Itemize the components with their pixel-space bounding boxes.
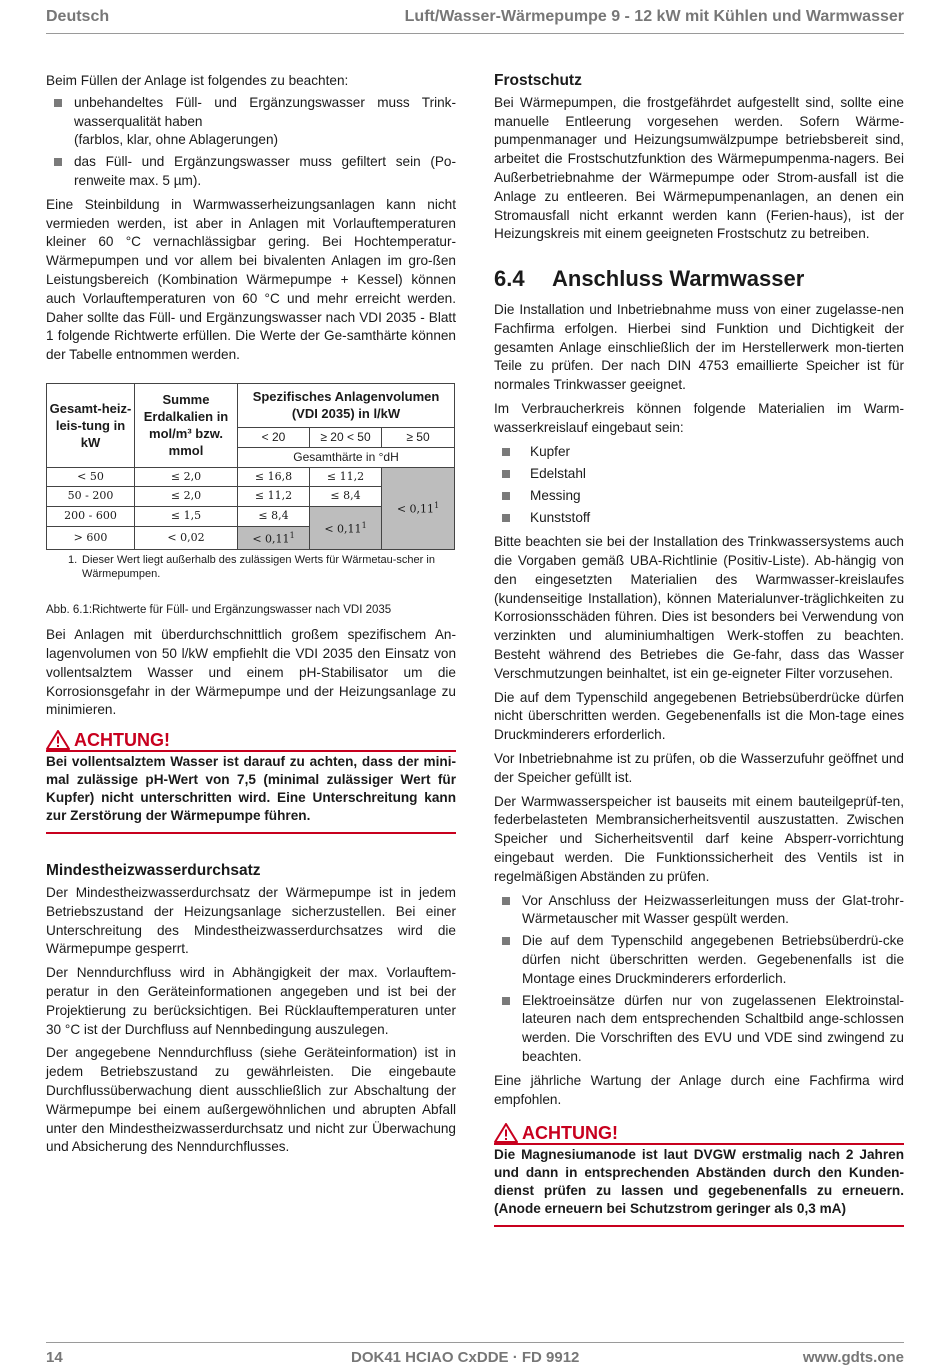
frost-paragraph: Bei Wärmepumpen, die frostgefährdet aufgestellt sind, sollte eine manuelle Entleerung vorgesehen werden. Sofern Wärme-pumpenmanager und Heizungsumwälzpumpe betriebsbereit sind, arbeitet die Frostschutzfunktion des Wärmepumpenma-nagers. Bei Außerbetriebnahme der Wärmepumpe oder Strom-ausfall ist die Anlage zu entleeren. Bei Wärmepumpenanlagen, an denen ein Stromausfall nicht erkannt werden kann (Ferien-haus), ist der Heizungskreis mit einem geeigneten Frostschutz zu betreiben. (494, 94, 904, 242)
list-item (46, 153, 456, 191)
ww-paragraph: Bitte beachten sie bei der Installation des Trinkwassersystems auch die Vorgaben gemäß UBA-Richtlinie (Positiv-Liste). Ab-hängig von den eingesetzten Materialien des Warmwasser-kreislaufes (kundenseitige Installation), können Materialunver-träglichkeiten zu Korrosionsschäden führen. Dies ist besonders bei Verwendung von verzinkten und aluminiumhaltigen Werk-stoffen zu beachten. Besteht während des Betriebes die Ge-fahr, dass das Wasser Verschmutzungen beinhaltet, ist ein ge-eigneter Filter vorzusehen. (494, 534, 904, 681)
figure-caption: Abb. 6.1:Richtwerte für Füll- und Ergänzungswasser nach VDI 2035 (46, 604, 392, 617)
square-bullet-icon (502, 470, 510, 478)
website-link[interactable]: www.gdts.one (802, 1349, 904, 1366)
table-subheader: ≥ 50 (382, 427, 455, 447)
square-bullet-icon (54, 99, 62, 107)
bullet-text: das Füll- und Ergänzungswasser muss gefiltert sein (Po-renweite max. 5 µm). (74, 154, 456, 188)
square-bullet-icon (502, 448, 510, 456)
square-bullet-icon (502, 492, 510, 500)
flow-paragraph: Der Nenndurchfluss wird in Abhängigkeit der max. Vorlauftem-peratur in den Geräteinformationen angegeben und ist bei der Projektierung zu berücksichtigen. Bei Rücklauftemperaturen unter 30 °C ist der Durchfluss auf Nennbedingung auszulegen. (46, 965, 456, 1037)
flow-paragraph: Der Mindestheizwasserdurchsatz der Wärmepumpe ist in jedem Betriebszustand der Heizungsanlage sicherzustellen. Bei einer Unterschreitung des Mindestheizwasserdurchsatzes wird die Wärmepumpe gesperrt. (46, 884, 456, 957)
header-language: Deutsch (46, 8, 110, 25)
page-number: 14 (46, 1349, 63, 1366)
list-item: Edelstahl (494, 465, 904, 484)
warning-title: ACHTUNG! (74, 729, 170, 750)
table-cell: 50 - 200 (47, 487, 135, 507)
table-hardness-label: Gesamthärte in °dH (238, 447, 455, 467)
table-subheader: ≥ 20 < 50 (310, 427, 382, 447)
table-cell: < 50 (47, 467, 135, 487)
warning-box (46, 730, 456, 834)
ww-paragraph: Die Installation und Inbetriebnahme muss von einer zugelasse-nen Fachfirma erfolgen. Hierbei sind Funktion und Dichtigkeit der gesamten Anlage einschließlich der im Herstellerwerk mon-tierten Teile zu prüfen. Der nach DIN 4753 emaillierte Speicher ist für normales Trinkwasser geeignet. (494, 301, 904, 393)
page-footer (46, 1342, 904, 1369)
bullet-text: unbehandeltes Füll- und Ergänzungswasser muss Trink-wasserqualität haben (74, 94, 456, 129)
table-cell-merged: < $0,11^1$ (310, 507, 382, 550)
square-bullet-icon (502, 514, 510, 522)
table-header-volume: Spezifisches Anlagenvolumen (VDI 2035) in l/kW (238, 383, 455, 427)
table-cell: ≤ 11,2 (310, 467, 382, 487)
water-hardness-table (46, 383, 455, 550)
scale-paragraph: Eine Steinbildung in Warmwasserheizungsanlagen kann nicht vermieden werden, ist aber in Anlagen mit Vorlauftemperaturen kleiner 60 °C vernachlässigbar gering. Bei Hochtemperatur-Wärmepumpen und vor allem bei bivalenten Anlagen im gro-ßen Leistungsbereich (Kombination Wärmepumpe + Kessel) können auch Vorlauftemperaturen von 60 °C und mehr erreicht werden. Daher sollte das Füll- und Ergänzungswasser nach VDI 2035 - Blatt 1 folgende Richtwerte erfüllen. Die Werte der Ge-samthärte können der Tabelle entnommen werden. (46, 196, 456, 363)
ww-paragraph: Eine jährliche Wartung der Anlage durch eine Fachfirma wird empfohlen. (494, 1072, 904, 1107)
ww-paragraph: Vor Inbetriebnahme ist zu prüfen, ob die Wasserzufuhr geöffnet und der Speicher gefüllt ist. (494, 751, 904, 785)
document-id: DOK41 HCIAO CxDDE · FD 9912 (351, 1349, 580, 1366)
warning-triangle-icon (46, 730, 70, 750)
warning-triangle-icon (494, 1123, 518, 1143)
table-cell: ≤ 11,2 (238, 487, 310, 507)
list-item: Messing (494, 487, 904, 506)
table-header-sum: Summe Erdalkalien in mol/m³ bzw. mmol (135, 383, 238, 467)
chapter-title: Anschluss Warmwasser (552, 266, 805, 292)
warning-text: Bei vollentsalztem Wasser ist darauf zu achten, dass der mini-mal zulässige pH-Wert von 7,5 (minimal zulässiger Wert für Kupfer) nicht unterschritten wird. Eine Unterschreitung kann zur Zerstörung der Wärmepumpe führen. (46, 754, 456, 824)
list-item: Elektroeinsätze dürfen nur von zugelassenen Elektroinstal-lateuren nach dem entsprechenden Schaltbild ange-schlossen werden. Die Vorschriften des EVU und VDE sind zwingend zu beachten. (494, 992, 904, 1067)
page-header (46, 6, 904, 34)
table-footnote: 1. Dieser Wert liegt außerhalb des zulässigen Werts für Wärmetau-scher in Wärmepumpen. (68, 554, 435, 580)
section-heading: Mindestheizwasserdurchsatz (46, 862, 261, 880)
table-row (47, 467, 455, 487)
table-cell: ≤ 2,0 (135, 467, 238, 487)
table-cell: < $0,11^1$ (238, 526, 310, 549)
list-item: Kupfer (494, 443, 904, 462)
table-cell: < 0,02 (135, 526, 238, 549)
table-cell: ≤ 16,8 (238, 467, 310, 487)
bullet-note: (farblos, klar, ohne Ablagerungen) (74, 132, 279, 148)
header-title: Luft/Wasser-Wärmepumpe 9 - 12 kW mit Kühlen und Warmwasser (404, 8, 904, 25)
warning-title: ACHTUNG! (522, 1122, 618, 1143)
table-cell: ≤ 1,5 (135, 507, 238, 527)
left-column (46, 72, 456, 1162)
fill-intro: Beim Füllen der Anlage ist folgendes zu beachten: (46, 73, 349, 88)
demineralized-paragraph: Bei Anlagen mit überdurchschnittlich großem spezifischem An-lagenvolumen von 50 l/kW empfiehlt die VDI 2035 den Einsatz von vollentsalztem Wasser und einem pH-Stabilisator um die Korrosionsgefahr in der Wärmepumpe und der Heizungsanlage zu minimieren. (46, 627, 456, 718)
list-item: Vor Anschluss der Heizwasserleitungen muss der Glat-trohr-Wärmetauscher mit Wasser gespült werden. (494, 892, 904, 930)
ww-paragraph: Der Warmwasserspeicher ist bauseits mit einem bauteilgeprüf-ten, federbelasteten Membransicherheitsventil auszustatten. Zwischen Speicher und Sicherheitsventil darf keine Absperr-vorrichtung eingebaut werden. Die Funktionssicherheit des Ventils ist in regelmäßigen Abständen zu prüfen. (494, 793, 904, 884)
chapter-number: 6.4 (494, 266, 525, 292)
table-cell: ≤ 8,4 (238, 507, 310, 527)
table-cell: ≤ 8,4 (310, 487, 382, 507)
table-cell: ≤ 2,0 (135, 487, 238, 507)
ww-paragraph: Die auf dem Typenschild angegebenen Betriebsüberdrücke dürfen nicht überschritten werden. Gegebenenfalls ist die Mon-tage eines Druckminderers erforderlich. (494, 689, 904, 743)
table-cell: 200 - 600 (47, 507, 135, 527)
square-bullet-icon (54, 158, 62, 166)
ww-paragraph: Im Verbraucherkreis können folgende Materialien im Warm-wasserkreislauf eingebaut sein: (494, 400, 904, 435)
list-item (46, 94, 456, 150)
section-heading: Frostschutz (494, 72, 582, 89)
list-item: Die auf dem Typenschild angegebenen Betriebsüberdrü-cke dürfen nicht überschritten werden. Gegebenenfalls ist die Montage eines Druckminderers erforderlich. (494, 932, 904, 988)
warning-text: Die Magnesiumanode ist laut DVGW erstmalig nach 2 Jahren und dann in entsprechenden Abständen durch den Kunden-dienst prüfen zu lassen und gegebenenfalls zu erneuern. (Anode erneuern bei Schutzstrom geringer als 0,3 mA) (494, 1147, 904, 1217)
table-subheader: < 20 (238, 427, 310, 447)
table-cell: > 600 (47, 526, 135, 549)
table-cell-merged: < $0,11^1$ (382, 467, 455, 550)
square-bullet-icon (502, 897, 510, 905)
right-column (494, 72, 904, 1255)
table-header-power: Gesamt-heiz- leis-tung in kW (47, 383, 135, 467)
square-bullet-icon (502, 937, 510, 945)
warning-box (494, 1123, 904, 1227)
flow-paragraph: Der angegebene Nenndurchfluss (siehe Geräteinformation) ist in jedem Betriebszustand zu gewährleisten. Die eingebaute Durchflussüberwachung dient ausschließlich zur Abschaltung der Wärmepumpe bei einem außergewöhnlichen und abrupten Abfall unter den Mindestheizwasserdurchsatz und nicht zur Überwachung und Absicherung des Nenndurchflusses. (46, 1045, 456, 1155)
square-bullet-icon (502, 997, 510, 1005)
chapter-heading (494, 266, 904, 292)
list-item: Kunststoff (494, 509, 904, 528)
